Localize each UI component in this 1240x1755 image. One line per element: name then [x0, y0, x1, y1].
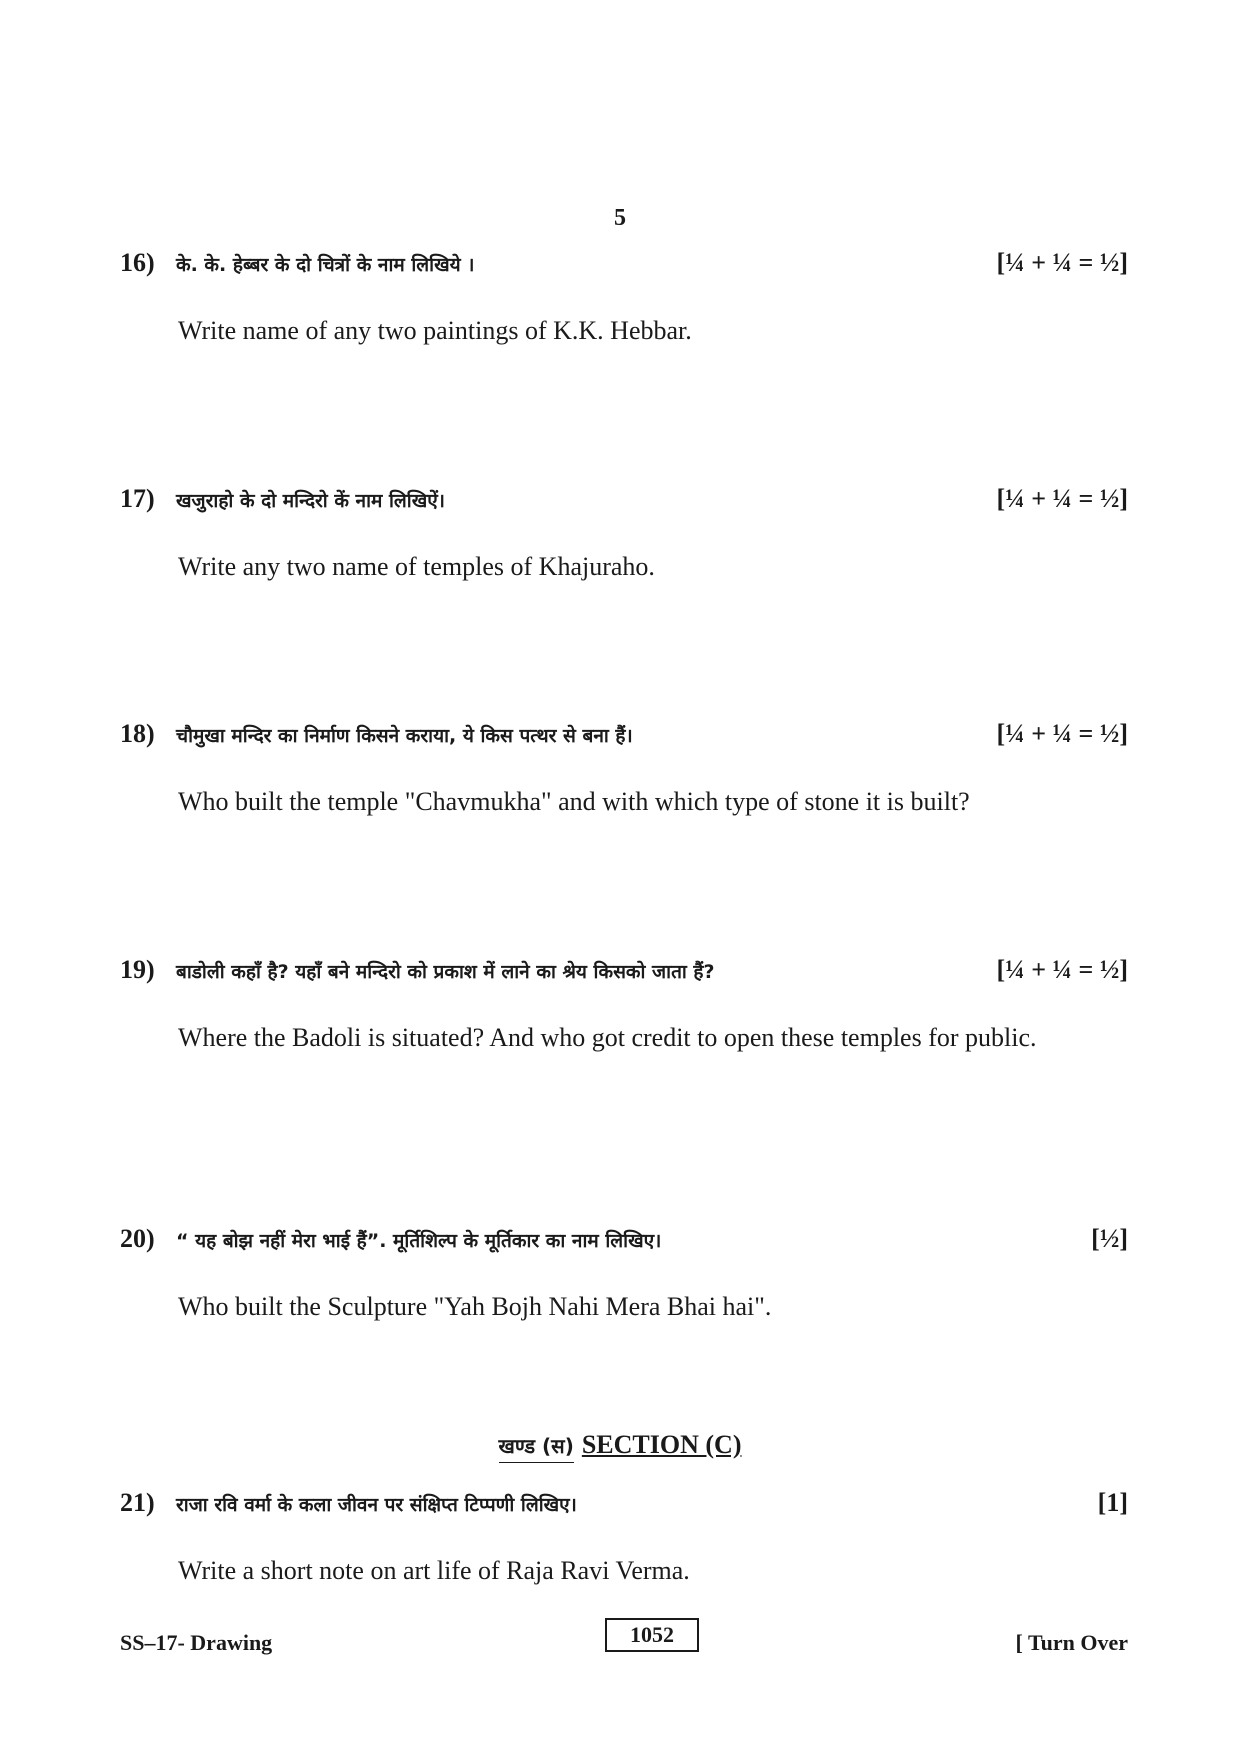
question-text-english: Who built the temple "Chavmukha" and with which type of stone it is built?: [178, 787, 970, 816]
page-footer: [120, 1618, 1128, 1658]
question-text-english: Write any two name of temples of Khajuraho.: [178, 552, 655, 581]
question-number: 18): [120, 719, 155, 748]
question-19: [120, 955, 1128, 1057]
question-header: [120, 248, 1128, 282]
question-marks: [½]: [1091, 1224, 1128, 1253]
page-number: 5: [614, 205, 626, 231]
question-18: [120, 719, 1128, 821]
question-header: [120, 719, 1128, 753]
question-marks: [¼ + ¼ = ½]: [996, 955, 1128, 984]
paper-number-box: 1052: [605, 1618, 699, 1652]
question-21: [120, 1488, 1128, 1590]
section-title-english: SECTION (C): [581, 1430, 742, 1459]
section-title-hindi: खण्ड (स): [499, 1434, 574, 1463]
question-number: 21): [120, 1488, 155, 1517]
question-text-english: Who built the Sculpture "Yah Bojh Nahi Mera Bhai hai".: [178, 1292, 772, 1321]
question-text-hindi: राजा रवि वर्मा के कला जीवन पर संक्षिप्त टिप्पणी लिखिए।: [176, 1494, 577, 1516]
question-text-english: Write a short note on art life of Raja Ravi Verma.: [178, 1556, 690, 1585]
question-text-hindi: चौमुखा मन्दिर का निर्माण किसने कराया, ये किस पत्थर से बना हैं।: [176, 725, 633, 747]
question-text-hindi: “ यह बोझ नहीं मेरा भाई हैं”. मूर्तिशिल्प के मूर्तिकार का नाम लिखिए।: [176, 1230, 662, 1252]
question-number: 16): [120, 248, 155, 277]
question-marks: [¼ + ¼ = ½]: [996, 719, 1128, 748]
question-marks: [1]: [1097, 1488, 1128, 1517]
question-20: [120, 1224, 1128, 1326]
turn-over-label: [ Turn Over: [1015, 1630, 1128, 1655]
question-text-english: Write name of any two paintings of K.K. Hebbar.: [178, 316, 692, 345]
question-17: [120, 484, 1128, 586]
question-text-hindi: खजुराहो के दो मन्दिरो कें नाम लिखिऐं।: [176, 490, 445, 512]
question-number: 17): [120, 484, 155, 513]
paper-code: SS–17- Drawing: [120, 1630, 273, 1655]
question-number: 19): [120, 955, 155, 984]
question-16: [120, 248, 1128, 350]
question-text-english: Where the Badoli is situated? And who got credit to open these temples for public.: [178, 1023, 1037, 1052]
question-header: [120, 955, 1128, 989]
question-text-hindi: बाडोली कहाँ है? यहाँ बने मन्दिरो को प्रकाश में लाने का श्रेय किसको जाता हैं?: [176, 961, 715, 983]
section-heading: [0, 1430, 1240, 1460]
question-text-hindi: के. के. हेब्बर के दो चित्रों के नाम लिखिये ।: [176, 254, 475, 276]
question-number: 20): [120, 1224, 155, 1253]
question-header: [120, 484, 1128, 518]
question-header: [120, 1224, 1128, 1258]
question-header: [120, 1488, 1128, 1522]
question-marks: [¼ + ¼ = ½]: [996, 484, 1128, 513]
question-marks: [¼ + ¼ = ½]: [996, 248, 1128, 277]
